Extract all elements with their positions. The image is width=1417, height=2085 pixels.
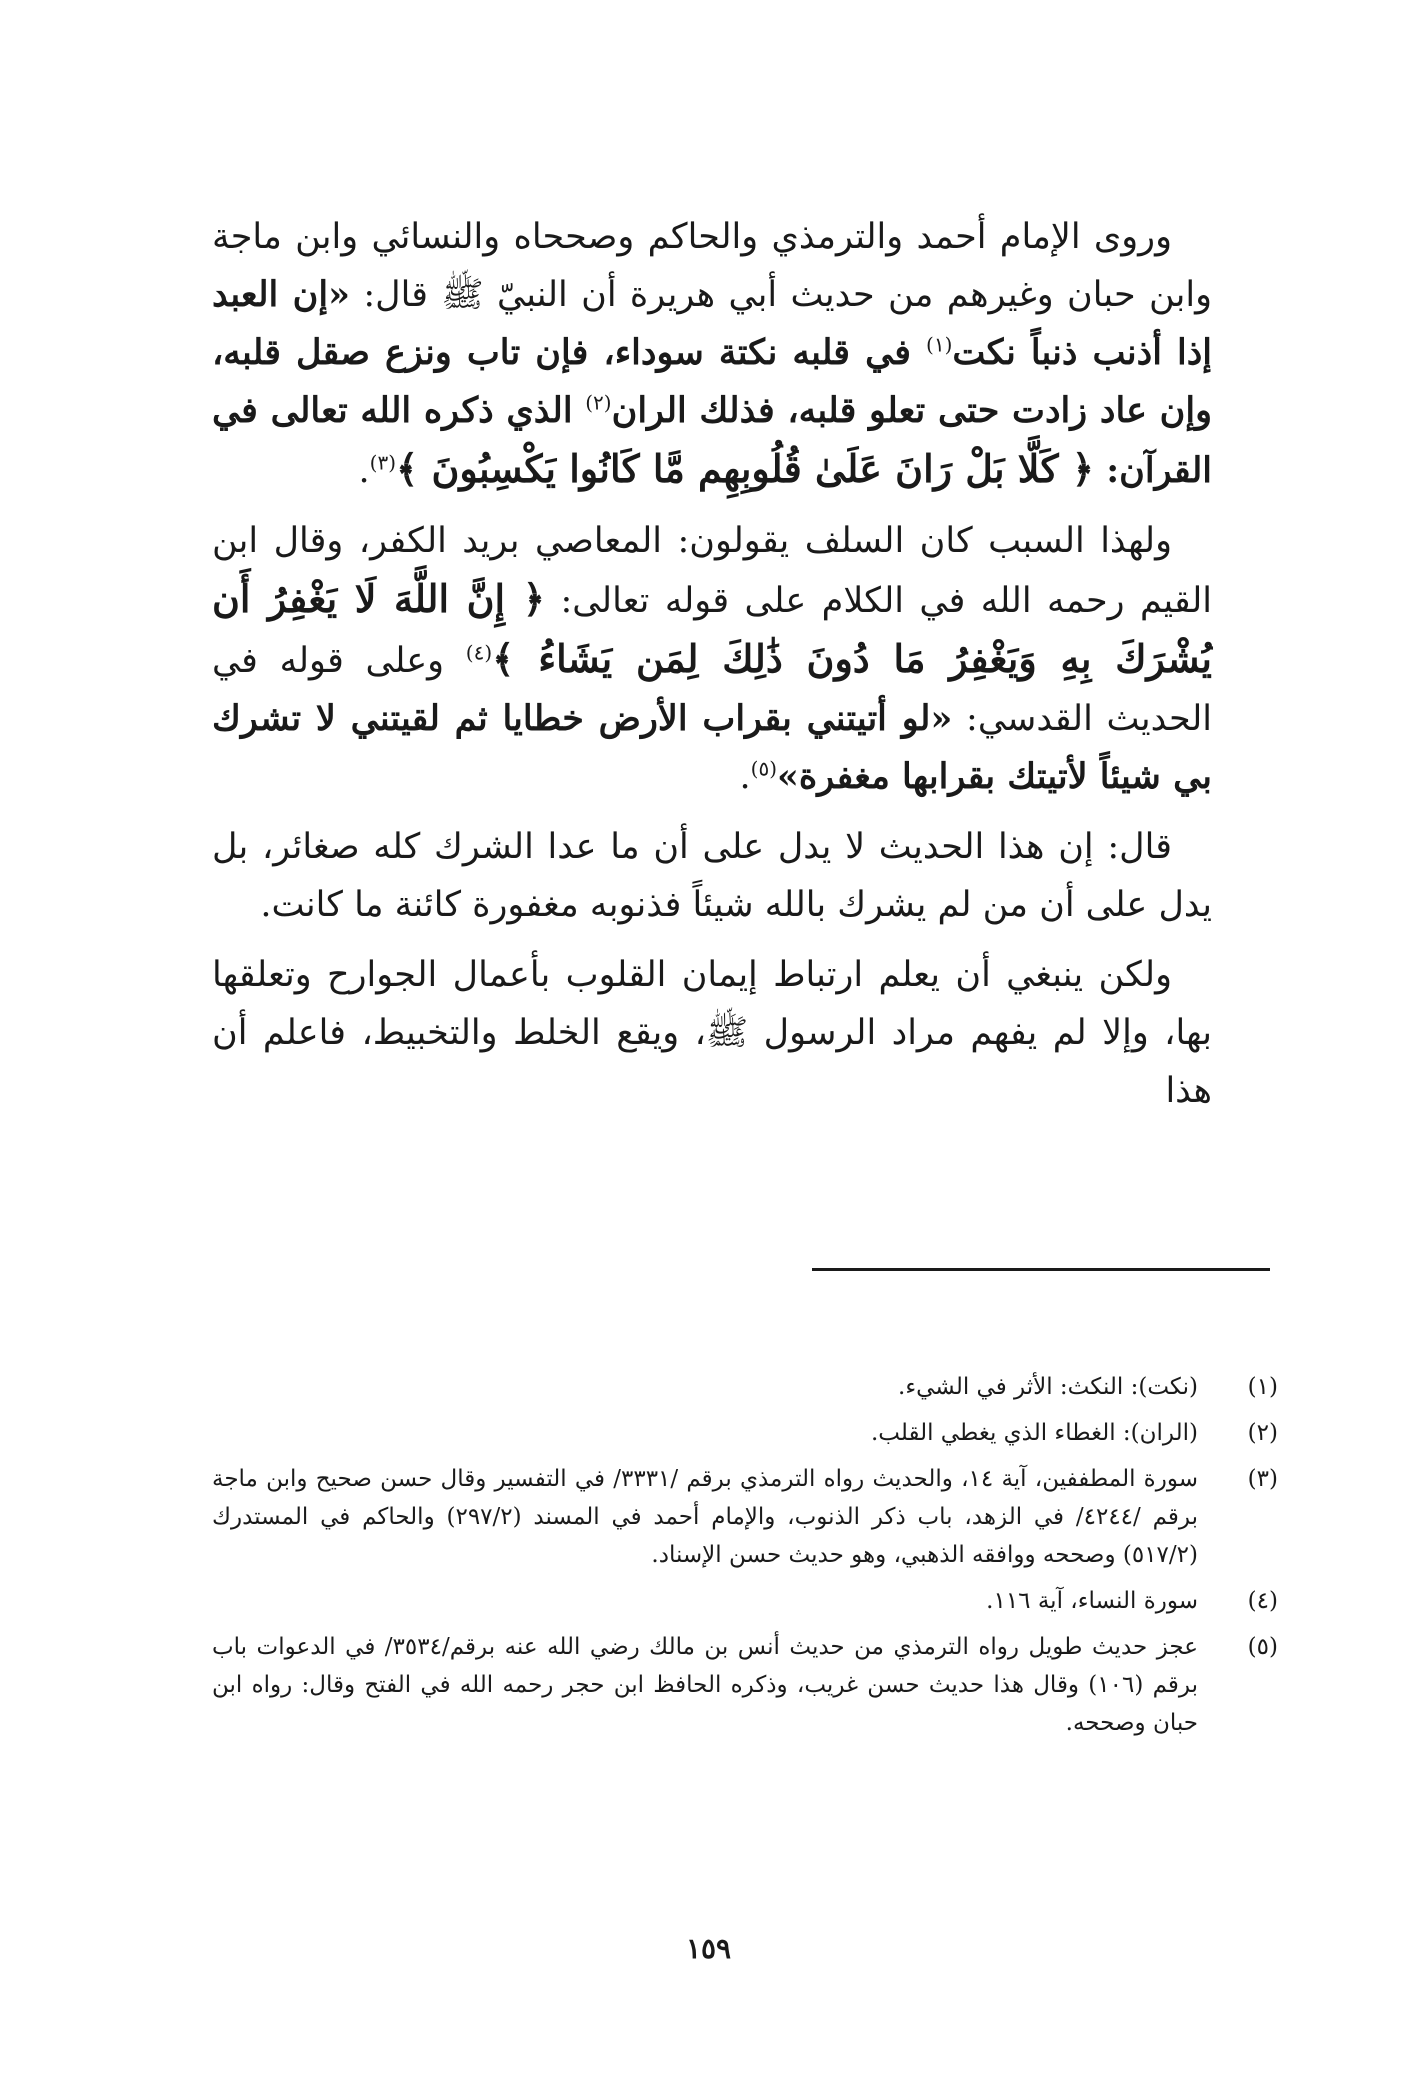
footnote-ref: (٣) bbox=[369, 450, 397, 475]
text-run: وروى الإمام أحمد والترمذي والحاكم وصححاه والنسائي وابن ماجة وابن حبان وغيرهم من حديث أبي هريرة أن النبيّ ﷺ قال: bbox=[212, 217, 1212, 315]
text-run: ولهذا السبب كان السلف يقولون: المعاصي بريد الكفر، وقال ابن القيم رحمه الله في الكلام على قوله تعالى: bbox=[212, 521, 1212, 621]
paragraph bbox=[212, 946, 1212, 1120]
quran-verse: ﴿ كَلَّا بَلْ رَانَ عَلَىٰ قُلُوبِهِم مَّا كَانُوا يَكْسِبُونَ ﴾ bbox=[396, 446, 1095, 491]
footnote-number: (١) bbox=[1247, 1374, 1278, 1400]
hadith-quote: «إن العبد إذا أذنب ذنباً نكت bbox=[212, 274, 1212, 373]
text-run: قال: إن هذا الحديث لا يدل على أن ما عدا الشرك كله صغائر، بل يدل على أن من لم يشرك بالله شيئاً فذنوبه مغفورة كائنة ما كانت. bbox=[212, 827, 1212, 925]
quran-verse: ﴿ إِنَّ اللَّهَ لَا يَغْفِرُ أَن يُشْرَكَ بِهِ وَيَغْفِرُ مَا دُونَ ذَٰلِكَ لِمَن يَشَاءُ ﴾ bbox=[212, 576, 1212, 681]
footnote-text: عجز حديث طويل رواه الترمذي من حديث أنس بن مالك رضي الله عنه برقم/٣٥٣٤/ في الدعوات باب برقم (١٠٦) وقال هذا حديث حسن غريب، وذكره الحافظ ابن حجر رحمه الله في الفتح وقال: رواه ابن حبان وصححه. bbox=[212, 1634, 1198, 1736]
footnote-number: (٣) bbox=[1247, 1466, 1278, 1492]
footnote-text: سورة النساء، آية ١١٦. bbox=[986, 1588, 1198, 1614]
footnote bbox=[212, 1582, 1278, 1620]
text-run: . bbox=[358, 451, 370, 491]
paragraph bbox=[212, 208, 1212, 500]
main-text bbox=[212, 208, 1212, 1132]
footnote-ref: (١) bbox=[926, 332, 953, 357]
footnote bbox=[212, 1368, 1278, 1406]
footnote-number: (٢) bbox=[1247, 1420, 1278, 1446]
footnote bbox=[212, 1628, 1278, 1742]
footnote-ref: (٢) bbox=[585, 390, 612, 415]
paragraph bbox=[212, 512, 1212, 806]
footnote-ref: (٤) bbox=[465, 640, 493, 665]
footnote-text: (نكت): النكث: الأثر في الشيء. bbox=[898, 1374, 1198, 1400]
page-number: ١٥٩ bbox=[685, 1932, 732, 1965]
hadith-quote: في قلبه نكتة سوداء، فإن تاب ونزع صقل قلبه، وإن عاد زادت حتى تعلو قلبه، فذلك الران bbox=[212, 332, 1212, 431]
footnote-number: (٤) bbox=[1247, 1588, 1278, 1614]
text-run: وعلى قوله في الحديث القدسي: bbox=[212, 641, 1212, 739]
footnote-ref: (٥) bbox=[750, 756, 778, 781]
paragraph bbox=[212, 818, 1212, 934]
text-run: . bbox=[739, 757, 751, 797]
footnote-text: (الران): الغطاء الذي يغطي القلب. bbox=[870, 1420, 1198, 1446]
footnote-number: (٥) bbox=[1247, 1634, 1278, 1660]
footnote bbox=[212, 1414, 1278, 1452]
footnote bbox=[212, 1460, 1278, 1574]
footnote-separator bbox=[812, 1268, 1270, 1271]
text-run: ولكن ينبغي أن يعلم ارتباط إيمان القلوب بأعمال الجوارح وتعلقها بها، وإلا لم يفهم مراد الرسول ﷺ، ويقع الخلط والتخبيط، فاعلم أن هذا bbox=[212, 955, 1212, 1111]
hadith-quote: «لو أتيتني بقراب الأرض خطايا ثم لقيتني لا تشرك بي شيئاً لأتيتك بقرابها مغفرة» bbox=[212, 698, 1212, 797]
footnote-text: سورة المطففين، آية ١٤، والحديث رواه الترمذي برقم /٣٣٣١/ في التفسير وقال حسن صحيح وابن ماجة برقم /٤٢٤٤/ في الزهد، باب ذكر الذنوب، والإمام أحمد في المسند (٢٩٧/٢) والحاكم في المستدرك (٥١٧/٢) وصححه ووافقه الذهبي، وهو حديث حسن الإسناد. bbox=[212, 1466, 1198, 1568]
footnotes bbox=[212, 1368, 1278, 1750]
hadith-quote: الذي ذكره الله تعالى في القرآن: bbox=[212, 390, 1212, 491]
